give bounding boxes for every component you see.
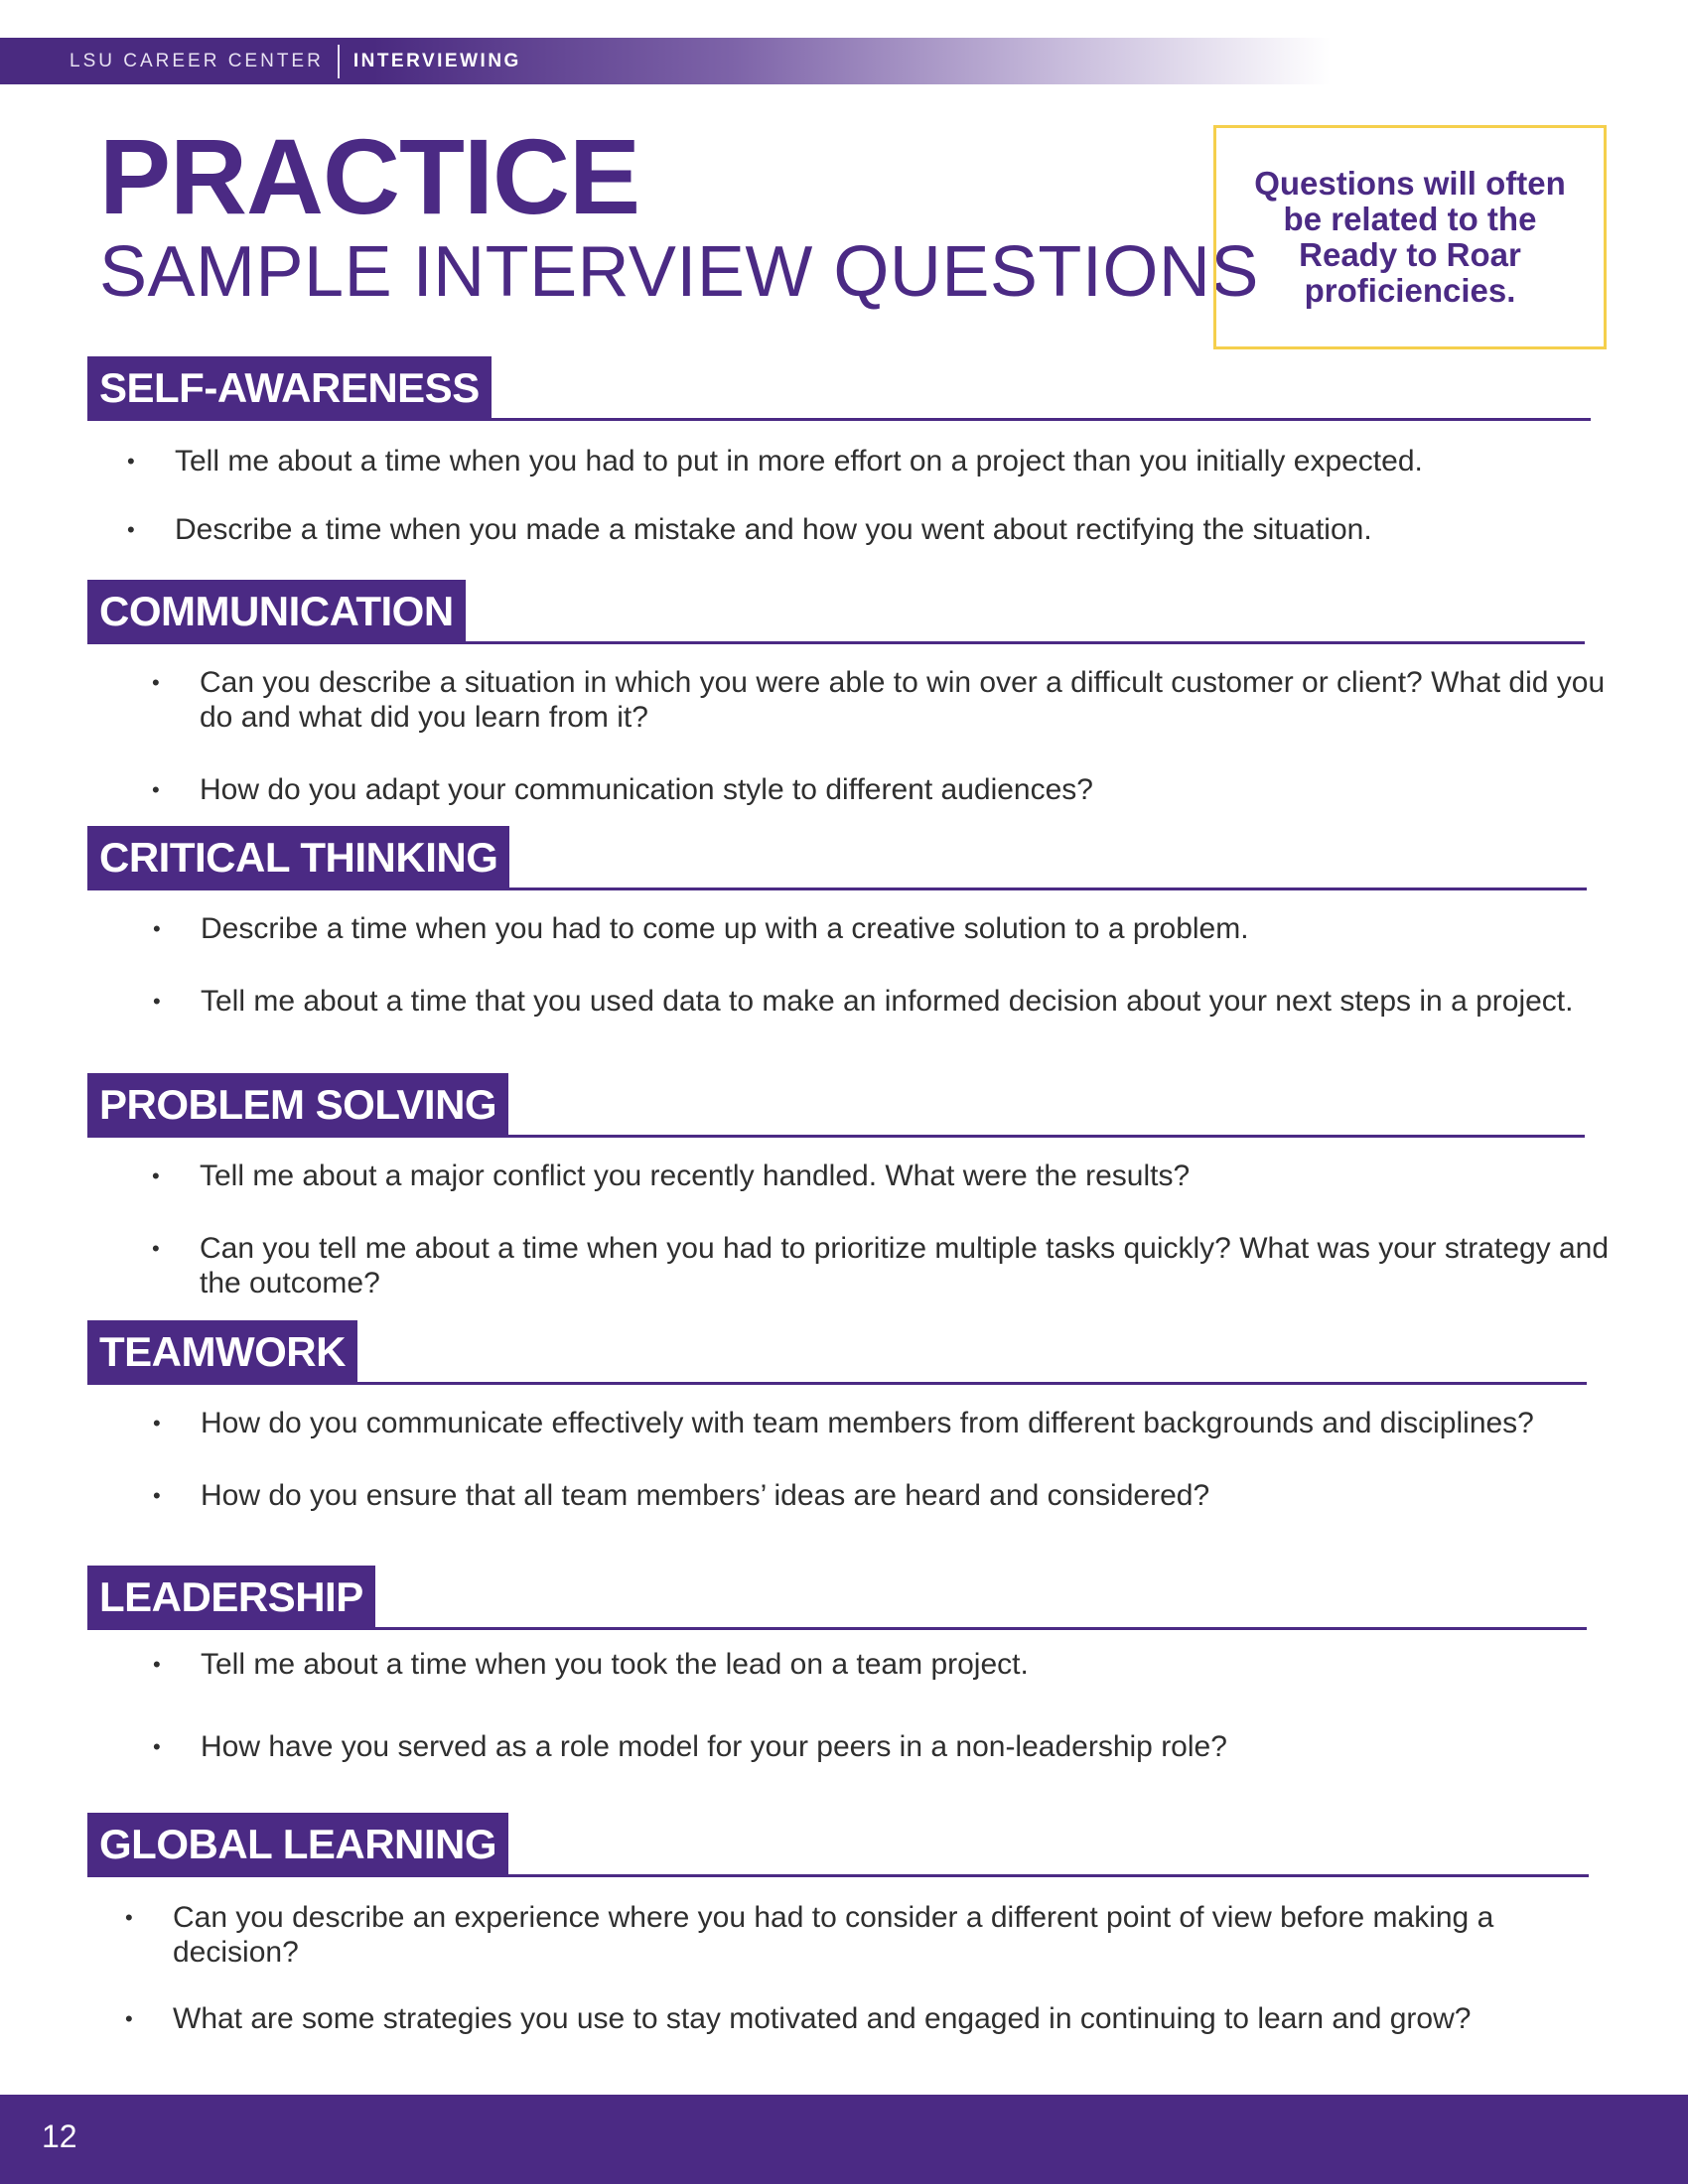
question-list [87, 444, 1591, 547]
question-item: • Tell me about a major conflict you recently handled. What were the results? [200, 1159, 1610, 1193]
section-header [87, 826, 1587, 891]
section-header [87, 356, 1591, 422]
section-rule [87, 1135, 1585, 1138]
footer-bar [0, 2095, 1688, 2184]
question-item: • Describe a time when you made a mistake and how you went about rectifying the situation. [175, 512, 1591, 547]
question-item: • Can you describe a situation in which you were able to win over a difficult customer or client? What did you do and what did you learn from it? [200, 665, 1610, 735]
question-list [87, 1647, 1591, 1764]
section-header [87, 1566, 1587, 1631]
section-header [87, 1320, 1587, 1386]
section-problem-solving [87, 1073, 1610, 1300]
callout-box [1213, 125, 1607, 349]
section-teamwork [87, 1320, 1587, 1513]
question-item: • Tell me about a time when you had to put in more effort on a project than you initially expected. [175, 444, 1591, 478]
question-item: • How do you ensure that all team members’ ideas are heard and considered? [201, 1478, 1591, 1513]
page-number: 12 [42, 2118, 77, 2154]
callout-text: Questions will often be related to the Ready to Roar proficiencies. [1254, 165, 1566, 309]
question-item: • How have you served as a role model for your peers in a non-leadership role? [201, 1729, 1591, 1764]
header-bar [0, 38, 1331, 84]
section-title: SELF-AWARENESS [87, 356, 492, 420]
section-rule [87, 1627, 1587, 1630]
section-rule [87, 641, 1585, 644]
section-title: GLOBAL LEARNING [87, 1813, 508, 1876]
page-title: PRACTICE [99, 116, 640, 236]
section-title: LEADERSHIP [87, 1566, 375, 1629]
question-item: • Tell me about a time when you took the lead on a team project. [201, 1647, 1591, 1682]
question-item: • What are some strategies you use to stay motivated and engaged in continuing to learn and grow? [173, 2001, 1603, 2036]
section-rule [87, 418, 1591, 421]
question-list [87, 1900, 1603, 2036]
question-list [87, 1159, 1610, 1300]
header-org: LSU CAREER CENTER [70, 45, 340, 78]
section-leadership [87, 1566, 1587, 1764]
section-title: CRITICAL THINKING [87, 826, 509, 889]
section-header [87, 1073, 1585, 1139]
question-item: • Tell me about a time that you used data to make an informed decision about your next steps in a project. [201, 984, 1611, 1019]
header-section: INTERVIEWING [352, 50, 521, 71]
section-rule [87, 1382, 1587, 1385]
section-header [87, 1813, 1589, 1878]
section-rule [87, 1874, 1589, 1877]
section-rule [87, 887, 1587, 890]
question-list [87, 1406, 1591, 1513]
section-header [87, 580, 1585, 645]
question-item: • Describe a time when you had to come up with a creative solution to a problem. [201, 911, 1611, 946]
page-subtitle: SAMPLE INTERVIEW QUESTIONS [99, 232, 1259, 312]
section-title: PROBLEM SOLVING [87, 1073, 508, 1137]
question-list [87, 911, 1611, 1019]
question-item: • Can you tell me about a time when you had to prioritize multiple tasks quickly? What was your strategy and the outcome? [200, 1231, 1610, 1300]
section-self-awareness [87, 356, 1591, 547]
section-global-learning [87, 1813, 1589, 2036]
question-item: • How do you communicate effectively with team members from different backgrounds and disciplines? [201, 1406, 1591, 1440]
section-title: TEAMWORK [87, 1320, 357, 1384]
section-title: COMMUNICATION [87, 580, 466, 643]
section-communication [87, 580, 1606, 807]
section-critical-thinking [87, 826, 1587, 1019]
question-item: • Can you describe an experience where you had to consider a different point of view before making a decision? [173, 1900, 1603, 1970]
question-item: • How do you adapt your communication style to different audiences? [200, 772, 1610, 807]
question-list [87, 665, 1610, 807]
